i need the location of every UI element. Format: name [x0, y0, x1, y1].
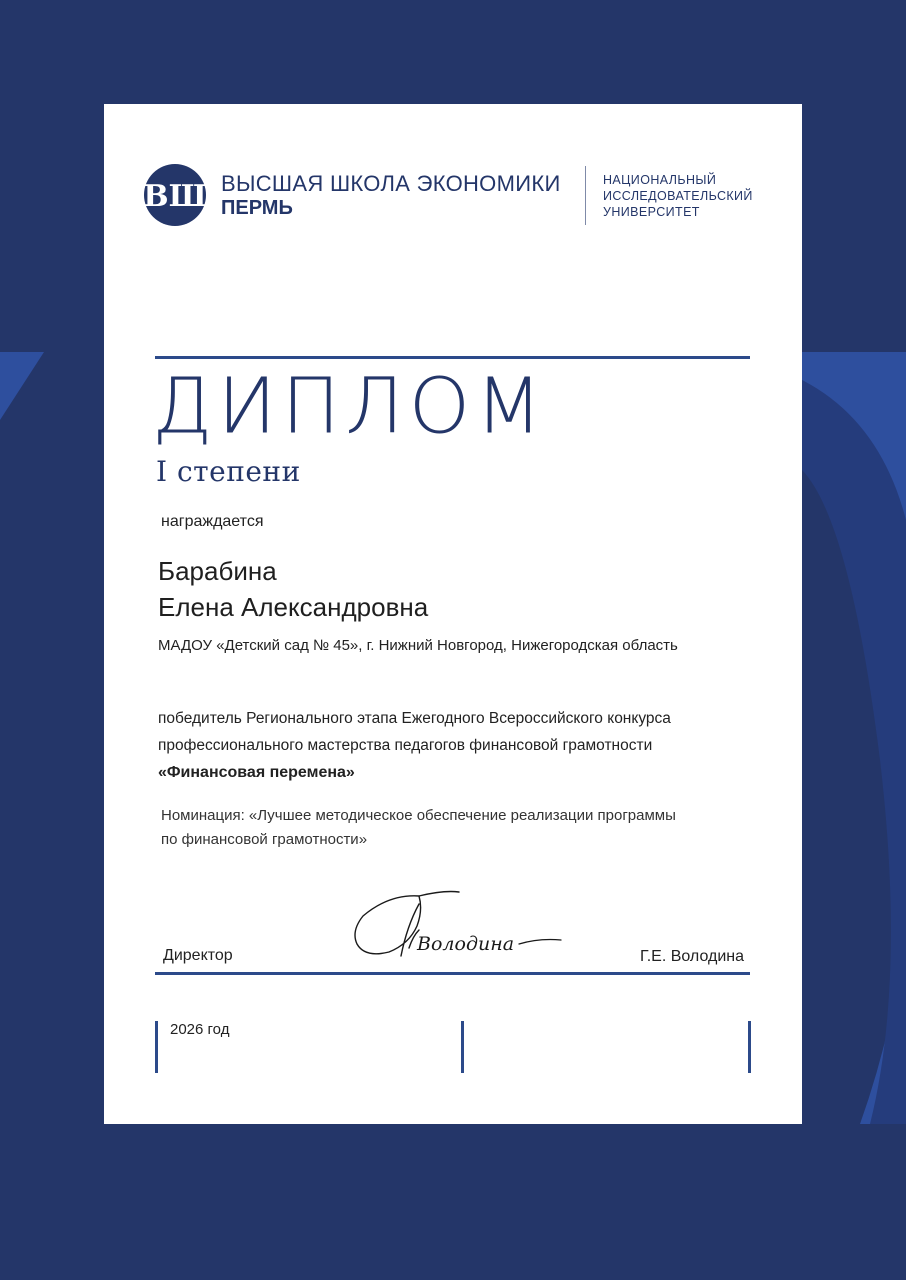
awarded-label: награждается — [161, 513, 264, 530]
logo-university-line: ИССЛЕДОВАТЕЛЬСКИЙ — [603, 189, 753, 203]
diploma-title: ДИПЛОМ — [152, 362, 548, 452]
signer-role: Директор — [163, 947, 233, 964]
recipient-last-name: Барабина — [158, 556, 277, 586]
right-accent-inner — [802, 380, 906, 1124]
diploma-degree: I степени — [156, 455, 301, 488]
logo-university — [603, 172, 753, 220]
handwritten-signature — [349, 886, 569, 976]
logo-name: ВЫСШАЯ ШКОЛА ЭКОНОМИКИ — [221, 171, 561, 196]
contest-name: «Финансовая перемена» — [158, 764, 355, 781]
diploma-sheet — [104, 104, 802, 1124]
recipient-first-middle-name: Елена Александровна — [158, 592, 429, 622]
logo-university-line: НАЦИОНАЛЬНЫЙ — [603, 173, 717, 187]
logo-university-line: УНИВЕРСИТЕТ — [603, 205, 700, 219]
logo-divider — [585, 166, 586, 225]
footer-bar-middle — [461, 1021, 464, 1073]
recipient-organization: МАДОУ «Детский сад № 45», г. Нижний Новгород, Нижегородская область — [158, 637, 678, 654]
signer-name: Г.Е. Володина — [639, 948, 744, 965]
nomination-line: Номинация: «Лучшее методическое обеспечение реализации программы — [161, 807, 676, 824]
description-line: профессионального мастерства педагогов финансовой грамотности — [158, 737, 653, 754]
issue-year: 2026 год — [170, 1021, 230, 1038]
left-accent-shape — [0, 352, 44, 420]
nomination-line: по финансовой грамотности» — [161, 831, 368, 848]
top-divider — [155, 356, 750, 359]
nomination — [161, 804, 676, 852]
signature-text: Володина — [417, 933, 515, 955]
logo-city: ПЕРМЬ — [221, 197, 293, 219]
footer-bar-right — [748, 1021, 751, 1073]
bottom-divider — [155, 972, 750, 975]
footer-bar-left — [155, 1021, 158, 1073]
hse-emblem-icon — [144, 164, 206, 226]
emblem-letters: ВШ — [144, 179, 206, 214]
description-line: победитель Регионального этапа Ежегодного Всероссийского конкурса — [158, 710, 671, 727]
award-description — [158, 705, 671, 786]
